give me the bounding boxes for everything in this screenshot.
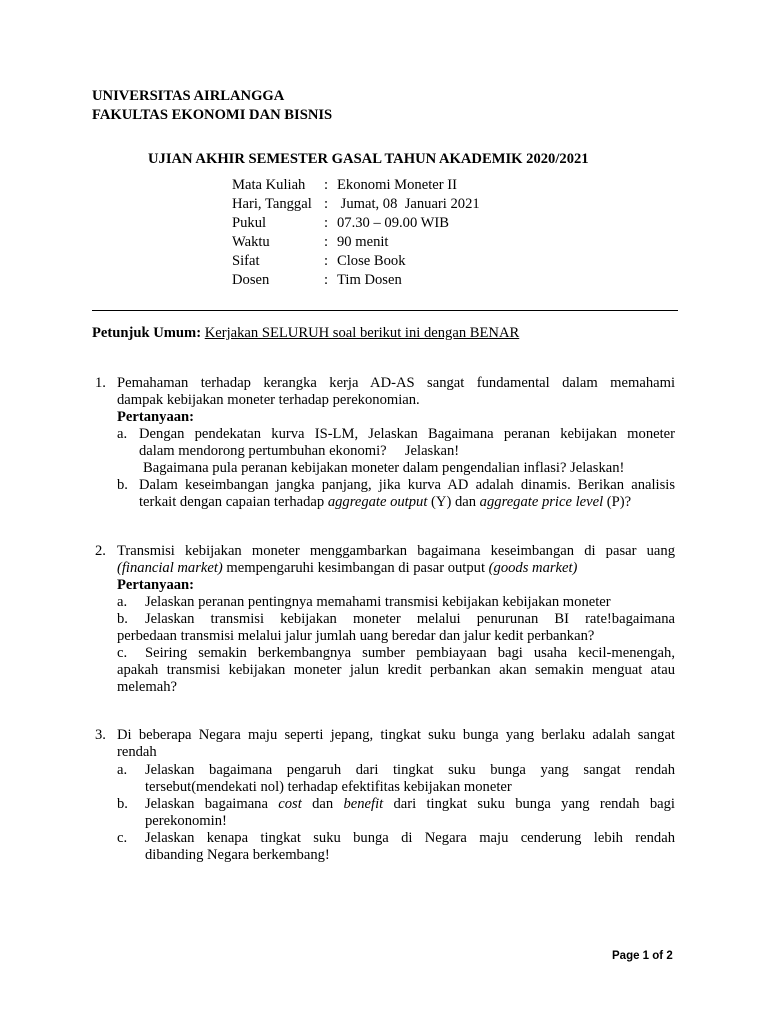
text-segment: dan <box>301 796 344 812</box>
pertanyaan-label: Pertanyaan: <box>117 577 195 593</box>
page-number: Page 1 of 2 <box>612 950 673 962</box>
faculty-name: FAKULTAS EKONOMI DAN BISNIS <box>92 107 333 123</box>
general-instructions <box>92 325 519 342</box>
text-segment: Jelaskan bagaimana <box>145 796 279 812</box>
info-value-nature: Close Book <box>337 253 406 269</box>
question-text <box>117 560 577 577</box>
sub-question-text: Jelaskan transmisi kebijakan moneter melalui penurunan BI rate!bagaimana <box>145 611 675 627</box>
info-value-course: Ekonomi Moneter II <box>337 177 457 193</box>
sub-question-text: Seiring semakin berkembangnya sumber pembiayaan bagi usaha kecil-menengah, <box>145 645 675 661</box>
text-segment: (P)? <box>603 494 632 510</box>
info-separator: : <box>324 272 329 288</box>
sub-question-text: dalam mendorong pertumbuhan ekonomi? Jelaskan! <box>139 443 460 459</box>
info-value-time: 07.30 – 09.00 WIB <box>337 215 450 231</box>
university-name: UNIVERSITAS AIRLANGGA <box>92 88 285 104</box>
sub-question-letter: b. <box>117 796 128 812</box>
question-text: dampak kebijakan moneter terhadap perekonomian. <box>117 392 420 408</box>
sub-question-text: apakah transmisi kebijakan moneter jalun kredit perbankan akan semakin menguat atau <box>117 662 675 678</box>
sub-question-text: Jelaskan bagaimana pengaruh dari tingkat suku bunga yang sangat rendah <box>145 762 675 778</box>
sub-question-text: perekonomin! <box>145 813 227 829</box>
italic-term: benefit <box>343 796 384 812</box>
info-value-date: Jumat, 08 Januari 2021 <box>337 196 480 212</box>
sub-question-letter: c. <box>117 830 128 846</box>
info-separator: : <box>324 234 329 250</box>
sub-question-text: tersebut(mendekati nol) terhadap efektifitas kebijakan moneter <box>145 779 512 795</box>
italic-term: aggregate price level <box>479 494 604 510</box>
question-text: Pemahaman terhadap kerangka kerja AD-AS sangat fundamental dalam memahami <box>117 375 675 391</box>
info-value-lecturer: Tim Dosen <box>337 272 402 288</box>
question-text: Transmisi kebijakan moneter menggambarkan bagaimana keseimbangan di pasar uang <box>117 543 675 559</box>
sub-question-text: Dalam keseimbangan jangka panjang, jika kurva AD adalah dinamis. Berikan analisis <box>139 477 675 493</box>
info-label-duration: Waktu <box>232 234 270 250</box>
info-separator: : <box>324 196 329 212</box>
sub-question-letter: a. <box>117 594 128 610</box>
sub-question-text: Dengan pendekatan kurva IS-LM, Jelaskan Bagaimana peranan kebijakan moneter <box>139 426 675 442</box>
italic-term: (goods market) <box>488 560 578 576</box>
info-separator: : <box>324 253 329 269</box>
sub-question-letter: a. <box>117 762 128 778</box>
pertanyaan-label: Pertanyaan: <box>117 409 195 425</box>
sub-question-text <box>145 796 675 813</box>
question-text: Di beberapa Negara maju seperti jepang, tingkat suku bunga yang berlaku adalah sangat <box>117 727 675 743</box>
sub-question-text: perbedaan transmisi melalui jalur jumlah uang beredar dan jalur kedit perbankan? <box>117 628 595 644</box>
info-label-date: Hari, Tanggal <box>232 196 312 212</box>
instructions-text: Kerjakan SELURUH soal berikut ini dengan BENAR <box>204 325 520 341</box>
text-segment: (Y) dan <box>427 494 480 510</box>
info-label-course: Mata Kuliah <box>232 177 306 193</box>
question-number: 3. <box>95 727 106 743</box>
sub-question-letter: c. <box>117 645 128 661</box>
horizontal-divider <box>92 310 678 311</box>
italic-term: cost <box>278 796 302 812</box>
sub-question-letter: b. <box>117 611 128 627</box>
info-separator: : <box>324 215 329 231</box>
sub-question-text: Jelaskan kenapa tingkat suku bunga di Negara maju cenderung lebih rendah <box>145 830 675 846</box>
text-segment: dari tingkat suku bunga yang rendah bagi <box>383 796 675 812</box>
sub-question-text: Jelaskan peranan pentingnya memahami transmisi kebijakan kebijakan moneter <box>145 594 611 610</box>
italic-term: (financial market) <box>117 560 223 576</box>
info-label-time: Pukul <box>232 215 267 231</box>
question-number: 2. <box>95 543 106 559</box>
sub-question-letter: b. <box>117 477 128 493</box>
italic-term: aggregate output <box>327 494 428 510</box>
question-text: rendah <box>117 744 157 760</box>
info-label-lecturer: Dosen <box>232 272 270 288</box>
sub-question-text: Bagaimana pula peranan kebijakan moneter dalam pengendalian inflasi? Jelaskan! <box>143 460 625 476</box>
instructions-label: Petunjuk Umum: <box>92 325 202 341</box>
sub-question-text <box>139 494 631 511</box>
exam-title: UJIAN AKHIR SEMESTER GASAL TAHUN AKADEMIK 2020/2021 <box>148 151 589 167</box>
sub-question-text: melemah? <box>117 679 177 695</box>
question-number: 1. <box>95 375 106 391</box>
info-value-duration: 90 menit <box>337 234 389 250</box>
sub-question-text: dibanding Negara berkembang! <box>145 847 330 863</box>
info-label-nature: Sifat <box>232 253 260 269</box>
info-separator: : <box>324 177 329 193</box>
text-segment: mempengaruhi kesimbangan di pasar output <box>222 560 489 576</box>
text-segment: terkait dengan capaian terhadap <box>139 494 328 510</box>
sub-question-letter: a. <box>117 426 128 442</box>
